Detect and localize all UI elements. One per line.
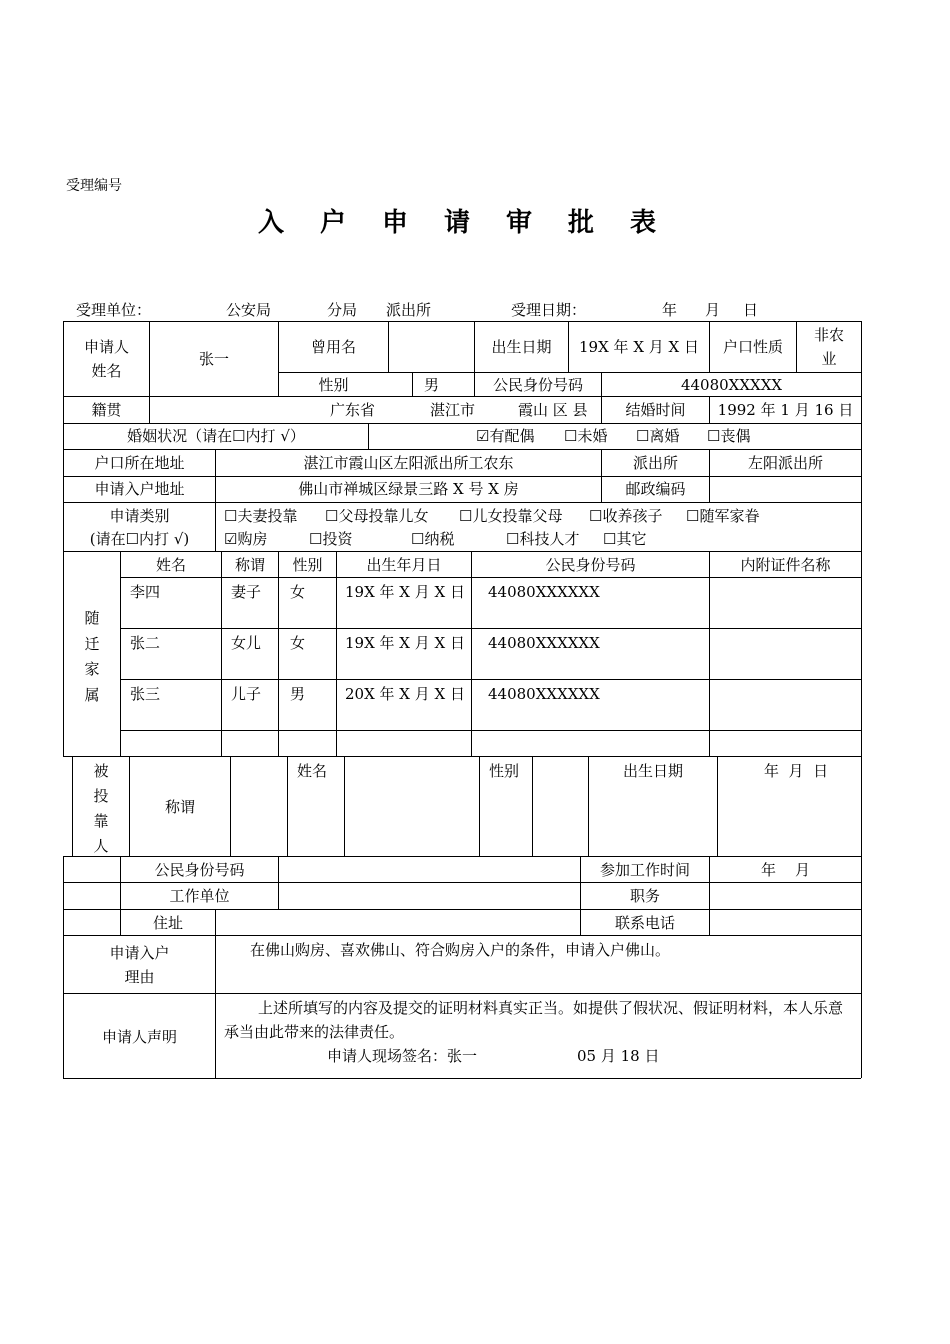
accept-unit-label: 受理单位： bbox=[76, 301, 152, 319]
native-province: 广东省 bbox=[330, 401, 376, 419]
sponsor-work-time-value: 年 月 bbox=[760, 861, 811, 879]
reason-label: 申请入户 理由 bbox=[109, 944, 170, 986]
birth-value: 19X 年 X 月 X 日 bbox=[579, 338, 699, 356]
sponsor-address-label: 住址 bbox=[152, 914, 183, 932]
sponsor-gender-label: 性别 bbox=[489, 762, 520, 780]
accept-date-label: 受理日期： bbox=[511, 301, 587, 319]
declaration-text: 上述所填写的内容及提交的证明材料真实正当。如提供了假状况、假证明材料，本人乐意承当由此带来的法律责任。 bbox=[224, 999, 844, 1041]
reason-text: 在佛山购房、喜欢佛山、符合购房入户的条件，申请入户佛山。 bbox=[250, 941, 671, 959]
family-row-2-birth: 19X 年 X 月 X 日 bbox=[345, 634, 465, 652]
family-header-docs: 内附证件名称 bbox=[740, 556, 831, 574]
date-day: 日 bbox=[743, 301, 759, 319]
sponsor-birth-value: 年 月 日 bbox=[764, 762, 829, 780]
marital-option-divorced[interactable]: ☐离婚 bbox=[636, 427, 680, 445]
page-title: 入户申请审批表 bbox=[257, 208, 692, 238]
marriage-time-value: 1992 年 1 月 16 日 bbox=[717, 401, 854, 419]
sponsor-name-label: 姓名 bbox=[297, 762, 328, 780]
category-label: 申请类别 bbox=[109, 507, 170, 525]
branch-label: 分局 bbox=[327, 301, 358, 319]
native-city: 湛江市 bbox=[430, 401, 476, 419]
family-row-1-relation: 妻子 bbox=[231, 583, 262, 601]
sponsor-employer-label: 工作单位 bbox=[169, 887, 230, 905]
category-investment[interactable]: ☐投资 bbox=[309, 530, 353, 548]
alias-label: 曾用名 bbox=[310, 338, 356, 356]
family-section-label: 随 迁 家 属 bbox=[84, 609, 100, 704]
police-bureau-label: 公安局 bbox=[226, 301, 272, 319]
family-row-3-birth: 20X 年 X 月 X 日 bbox=[345, 685, 465, 703]
applicant-name-label: 申请人 姓名 bbox=[83, 338, 129, 380]
birth-label: 出生日期 bbox=[491, 338, 552, 356]
family-header-id: 公民身份号码 bbox=[545, 556, 636, 574]
family-row-3-relation: 儿子 bbox=[231, 685, 262, 703]
declaration-signature: 申请人现场签名：张一 bbox=[327, 1047, 478, 1065]
category-other[interactable]: ☐其它 bbox=[603, 530, 647, 548]
family-header-relation: 称谓 bbox=[234, 556, 265, 574]
id-value: 44080XXXXX bbox=[680, 376, 783, 394]
date-year: 年 bbox=[662, 301, 678, 319]
category-house-purchase[interactable]: ☑购房 bbox=[224, 530, 268, 548]
native-county: 霞山 区 县 bbox=[518, 401, 588, 419]
family-row-3-gender: 男 bbox=[290, 685, 306, 703]
sponsor-position-label: 职务 bbox=[629, 887, 660, 905]
marital-option-married[interactable]: ☑有配偶 bbox=[476, 427, 535, 445]
family-header-birth: 出生年月日 bbox=[366, 556, 442, 574]
sponsor-section-label: 被 投 靠 人 bbox=[93, 762, 109, 855]
family-header-name: 姓名 bbox=[155, 556, 186, 574]
id-label: 公民身份号码 bbox=[492, 376, 583, 394]
postcode-label: 邮政编码 bbox=[625, 480, 686, 498]
family-row-3-id: 44080XXXXXX bbox=[488, 685, 600, 703]
gender-value: 男 bbox=[423, 376, 439, 394]
station-value: 左阳派出所 bbox=[747, 454, 823, 472]
family-row-2-gender: 女 bbox=[290, 634, 306, 652]
family-row-1-id: 44080XXXXXX bbox=[488, 583, 600, 601]
target-address-label: 申请入户地址 bbox=[94, 480, 185, 498]
category-military[interactable]: ☐随军家眷 bbox=[686, 507, 760, 525]
family-header-gender: 性别 bbox=[292, 556, 323, 574]
marital-label: 婚姻状况（请在☐内打 √） bbox=[127, 427, 305, 445]
marriage-time-label: 结婚时间 bbox=[625, 401, 686, 419]
date-month: 月 bbox=[705, 301, 721, 319]
declaration-date: 05 月 18 日 bbox=[577, 1047, 660, 1065]
category-talent[interactable]: ☐科技人才 bbox=[506, 530, 580, 548]
sponsor-relation-label: 称谓 bbox=[164, 798, 195, 816]
category-spouse[interactable]: ☐夫妻投靠 bbox=[224, 507, 298, 525]
hukou-type-label: 户口性质 bbox=[722, 338, 783, 356]
hukou-address-value: 湛江市霞山区左阳派出所工农东 bbox=[303, 454, 514, 472]
family-row-3-name: 张三 bbox=[130, 685, 161, 703]
family-row-1-name: 李四 bbox=[130, 583, 161, 601]
sponsor-work-time-label: 参加工作时间 bbox=[599, 861, 690, 879]
sponsor-phone-label: 联系电话 bbox=[614, 914, 675, 932]
category-hint: (请在☐内打 √) bbox=[89, 530, 190, 548]
marital-option-widowed[interactable]: ☐丧偶 bbox=[707, 427, 751, 445]
sponsor-id-label: 公民身份号码 bbox=[154, 861, 245, 879]
category-children[interactable]: ☐儿女投靠父母 bbox=[459, 507, 563, 525]
station-label-cell: 派出所 bbox=[632, 454, 678, 472]
target-address-value: 佛山市禅城区绿景三路 X 号 X 房 bbox=[298, 480, 519, 498]
family-row-2-name: 张二 bbox=[130, 634, 161, 652]
declaration-label: 申请人声明 bbox=[101, 1028, 177, 1046]
category-parents[interactable]: ☐父母投靠儿女 bbox=[325, 507, 429, 525]
hukou-type-value: 非农 业 bbox=[813, 326, 844, 368]
station-label: 派出所 bbox=[386, 301, 432, 319]
family-row-2-id: 44080XXXXXX bbox=[488, 634, 600, 652]
sponsor-birth-label: 出生日期 bbox=[622, 762, 683, 780]
hukou-address-label: 户口所在地址 bbox=[94, 454, 185, 472]
gender-label: 性别 bbox=[318, 376, 349, 394]
family-row-1-gender: 女 bbox=[290, 583, 306, 601]
accept-number-label: 受理编号 bbox=[66, 178, 122, 194]
native-label: 籍贯 bbox=[91, 401, 122, 419]
family-row-2-relation: 女儿 bbox=[231, 634, 262, 652]
category-tax[interactable]: ☐纳税 bbox=[411, 530, 455, 548]
applicant-name: 张一 bbox=[198, 350, 229, 368]
family-row-1-birth: 19X 年 X 月 X 日 bbox=[345, 583, 465, 601]
category-adoption[interactable]: ☐收养孩子 bbox=[589, 507, 663, 525]
marital-option-single[interactable]: ☐未婚 bbox=[564, 427, 608, 445]
